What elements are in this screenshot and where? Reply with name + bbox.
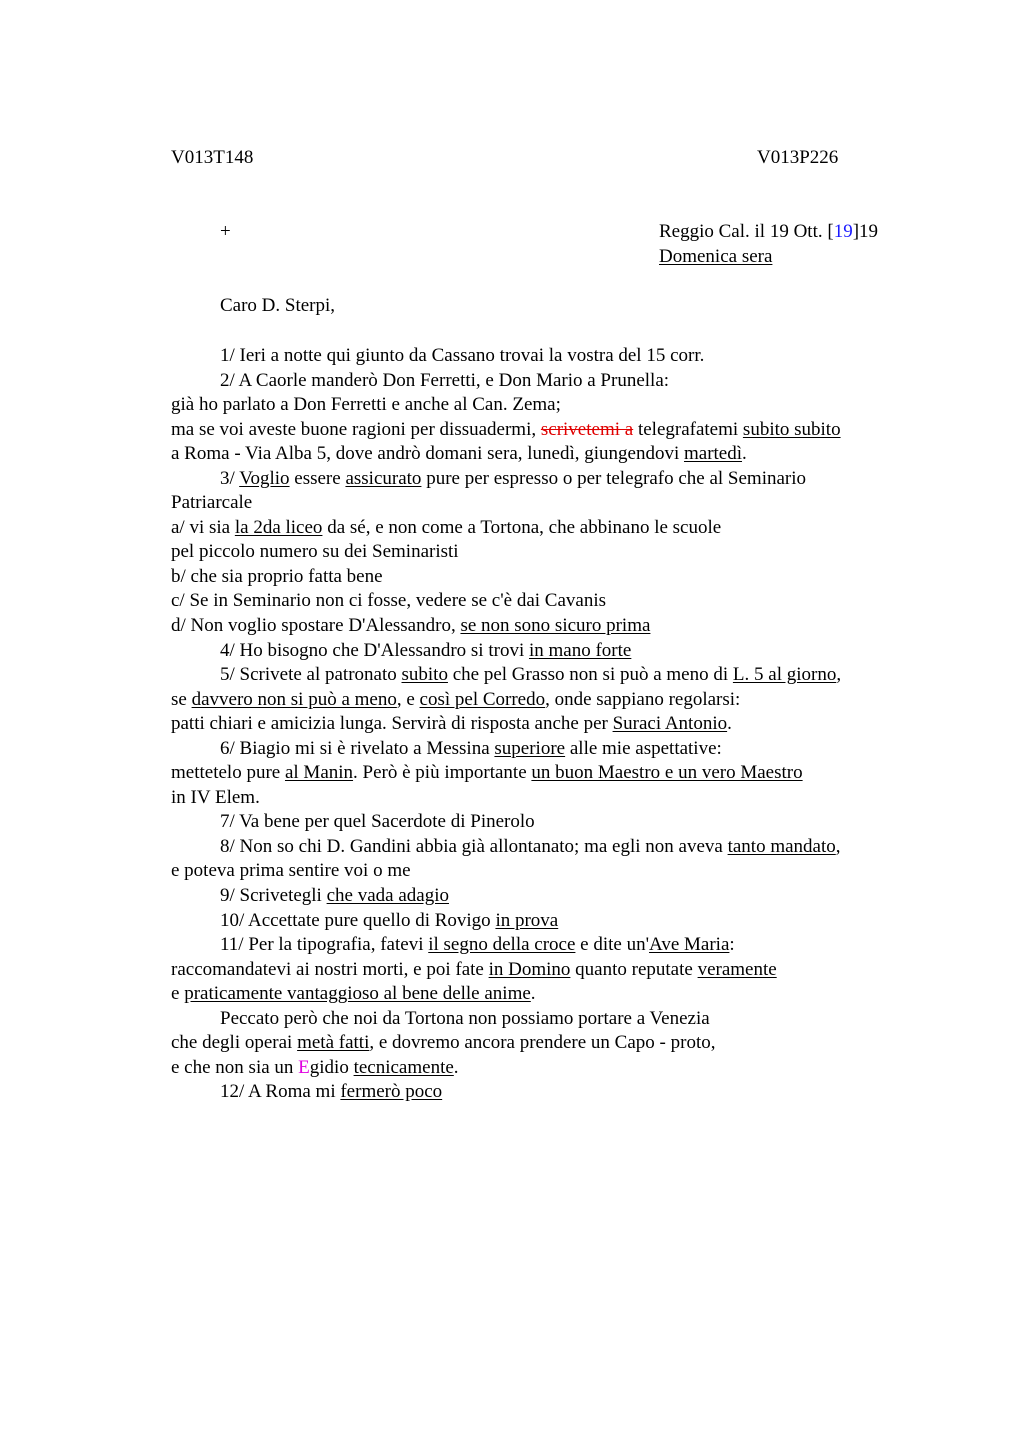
text-line: ma se voi aveste buone ragioni per dissuadermi, scrivetemi a telegrafatemi subito subito — [171, 418, 841, 440]
text-line: 11/ Per la tipografia, fatevi il segno della croce e dite un'Ave Maria: — [220, 934, 735, 956]
underlined-text: in Domino — [488, 958, 571, 980]
place-date — [659, 220, 878, 244]
text-line: e poteva prima sentire voi o me — [171, 860, 411, 882]
document-code-left: V013T148 — [171, 147, 254, 168]
text-line: raccomandatevi ai nostri morti, e poi fate in Domino quanto reputate veramente — [171, 958, 777, 980]
underlined-text: praticamente vantaggioso al bene delle anime — [184, 983, 531, 1005]
underlined-text: veramente — [697, 958, 777, 980]
underlined-text: Suraci Antonio — [612, 713, 728, 735]
underlined-text: che vada adagio — [326, 885, 449, 907]
text-line: 1/ Ieri a notte qui giunto da Cassano trovai la vostra del 15 corr. — [220, 345, 705, 366]
underlined-text: davvero non si può a meno — [191, 688, 397, 710]
underlined-text: tanto mandato — [727, 835, 836, 857]
place-date-suffix: ]19 — [852, 221, 879, 242]
underlined-text: L. 5 al giorno — [732, 664, 837, 686]
text-line: 3/ Voglio essere assicurato pure per espresso o per telegrafo che al Seminario — [220, 467, 807, 489]
text-line: pel piccolo numero su dei Seminaristi — [171, 541, 459, 563]
underlined-text: se non sono sicuro prima — [460, 615, 651, 637]
underlined-text: la 2da liceo — [234, 516, 323, 538]
underlined-text: in prova — [495, 909, 559, 931]
text-line: 5/ Scrivete al patronato subito che pel Grasso non si può a meno di L. 5 al giorno, — [220, 664, 842, 686]
text-line: Patriarcale — [171, 492, 253, 514]
text-line: 10/ Accettate pure quello di Rovigo in prova — [220, 909, 559, 931]
underlined-text: subito subito — [742, 418, 841, 440]
text-line: e che non sia un Egidio tecnicamente. — [171, 1056, 459, 1078]
text-line: a Roma - Via Alba 5, dove andrò domani sera, lunedì, giungendovi martedì. — [171, 443, 747, 465]
underlined-text: martedì — [683, 443, 743, 465]
year-insertion: 19 — [833, 221, 853, 242]
underlined-text: fermerò poco — [340, 1081, 443, 1103]
text-line: a/ vi sia la 2da liceo da sé, e non come a Tortona, che abbinano le scuole — [171, 516, 722, 538]
text-line: d/ Non voglio spostare D'Alessandro, se non sono sicuro prima — [171, 615, 651, 637]
text-line: Peccato però che noi da Tortona non possiamo portare a Venezia — [220, 1007, 710, 1029]
underlined-text: superiore — [494, 737, 566, 759]
underlined-text: un buon Maestro e un vero Maestro — [531, 762, 803, 784]
text-line: 8/ Non so chi D. Gandini abbia già allontanato; ma egli non aveva tanto mandato, — [220, 835, 841, 857]
deleted-text: scrivetemi a — [540, 418, 634, 440]
text-line: in IV Elem. — [171, 786, 260, 808]
underlined-text: Voglio — [239, 467, 290, 489]
underlined-text: assicurato — [345, 467, 422, 489]
day-time: Domenica sera — [659, 246, 773, 267]
text-line: 4/ Ho bisogno che D'Alessandro si trovi in mano forte — [220, 639, 632, 661]
text-line: che degli operai metà fatti, e dovremo ancora prendere un Capo - proto, — [171, 1032, 716, 1054]
underlined-text: in mano forte — [528, 639, 632, 661]
text-line: patti chiari e amicizia lunga. Servirà di risposta anche per Suraci Antonio. — [171, 713, 732, 735]
text-line: mettetelo pure al Manin. Però è più importante un buon Maestro e un vero Maestro — [171, 762, 803, 784]
document-code-right: V013P226 — [757, 147, 839, 168]
underlined-text: il segno della croce — [428, 934, 576, 956]
text-line: 9/ Scrivetegli che vada adagio — [220, 885, 449, 907]
text-line: se davvero non si può a meno, e così pel Corredo, onde sappiano regolarsi: — [171, 688, 741, 710]
underlined-text: metà fatti — [297, 1032, 370, 1054]
letter-body — [171, 344, 931, 1105]
text-line: già ho parlato a Don Ferretti e anche al Can. Zema; — [171, 394, 561, 416]
text-line: b/ che sia proprio fatta bene — [171, 565, 383, 587]
text-line: 12/ A Roma mi fermerò poco — [220, 1081, 443, 1103]
salutation: Caro D. Sterpi, — [220, 295, 336, 316]
cross-mark: + — [220, 221, 231, 242]
underlined-text: Ave Maria — [649, 934, 730, 956]
underlined-text: così pel Corredo — [419, 688, 546, 710]
underlined-text: al Manin — [284, 762, 354, 784]
text-line: 2/ A Caorle manderò Don Ferretti, e Don Mario a Prunella: — [220, 369, 670, 391]
text-line: 7/ Va bene per quel Sacerdote di Pinerolo — [220, 811, 535, 833]
text-line: 6/ Biagio mi si è rivelato a Messina superiore alle mie aspettative: — [220, 737, 722, 759]
editor-letter: E — [298, 1056, 310, 1078]
text-line: e praticamente vantaggioso al bene delle anime. — [171, 983, 536, 1005]
place-date-prefix: Reggio Cal. il 19 Ott. [ — [659, 221, 834, 242]
underlined-text: tecnicamente — [353, 1056, 454, 1078]
underlined-text: subito — [401, 664, 448, 686]
text-line: c/ Se in Seminario non ci fosse, vedere se c'è dai Cavanis — [171, 590, 607, 612]
